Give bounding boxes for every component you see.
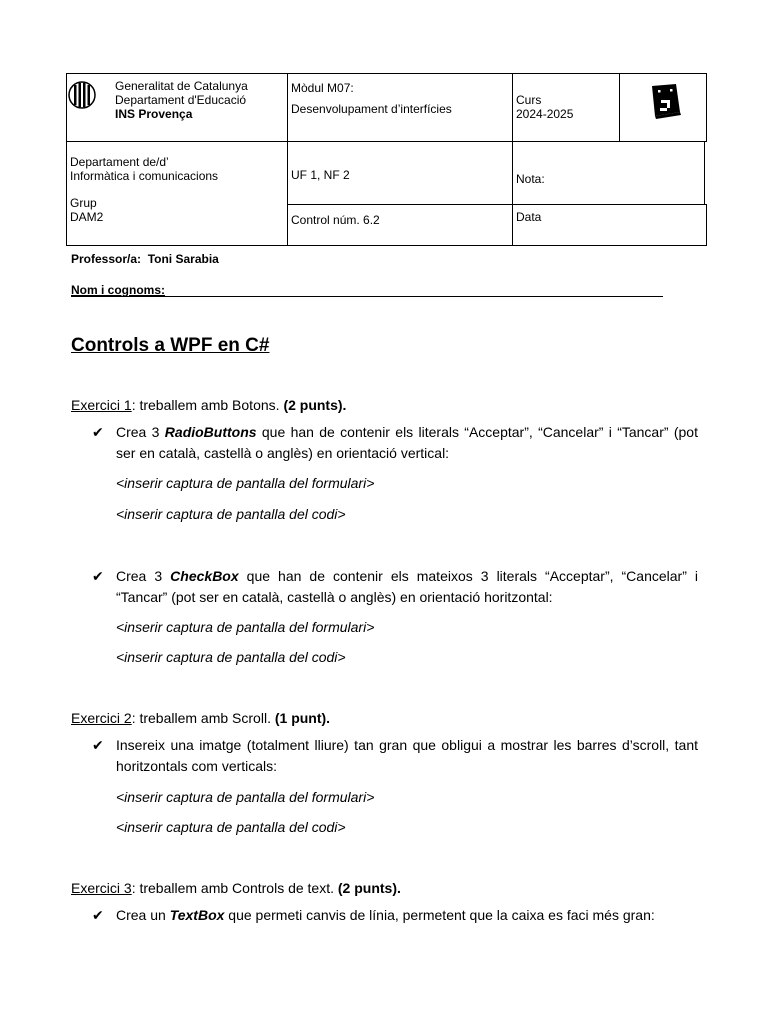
form-screenshot-placeholder: <inserir captura de pantalla del formulari>: [116, 789, 375, 805]
item-text: Insereix una imatge (totalment lliure) tan gran que obligui a mostrar les barres d’scroll, tant horitzontals com verticals:: [116, 737, 698, 774]
item-text: Crea un: [116, 907, 170, 923]
control-cell: [287, 204, 513, 246]
school-logo-icon: [646, 82, 686, 122]
school-logo-cell: [619, 73, 707, 142]
course-value: 2024-2025: [516, 107, 574, 121]
code-screenshot-placeholder: <inserir captura de pantalla del codi>: [116, 649, 346, 665]
professor-line: [71, 252, 219, 266]
checkmark-icon: ✔: [92, 907, 104, 923]
exercise-3-label: Exercici 3: [71, 880, 132, 896]
module-code: Mòdul M07:: [291, 81, 354, 95]
exercise-2-label: Exercici 2: [71, 710, 132, 726]
group-value: DAM2: [70, 210, 104, 224]
group-label: Grup: [70, 196, 97, 210]
checkmark-icon: ✔: [92, 568, 104, 584]
form-screenshot-placeholder: <inserir captura de pantalla del formulari>: [116, 619, 375, 635]
code-screenshot-placeholder: <inserir captura de pantalla del codi>: [116, 819, 346, 835]
form-screenshot-placeholder: <inserir captura de pantalla del formulari>: [116, 475, 375, 491]
school-name: INS Provença: [115, 107, 193, 121]
exercise-2-heading: [71, 710, 330, 726]
course-label: Curs: [516, 93, 542, 107]
department-label: Departament de/d’: [70, 155, 169, 169]
unit-cell: [287, 141, 513, 205]
grade-label: Nota:: [516, 172, 545, 186]
item-emphasis: CheckBox: [170, 568, 239, 584]
module-name: Desenvolupament d’interfícies: [291, 102, 452, 116]
student-name-line: [71, 296, 663, 297]
exercise-3-item-1: [92, 905, 698, 926]
code-screenshot-placeholder: <inserir captura de pantalla del codi>: [116, 506, 346, 522]
generalitat-logo-icon: [67, 80, 97, 110]
item-text: Crea 3: [116, 568, 171, 584]
item-text: que han de contenir els mateixos 3 literals “Acceptar”, “Cancelar” i “Tancar” (pot ser en català, castellà o anglès) en orientació horitzontal:: [116, 568, 698, 605]
exercise-1-points: (2 punts).: [283, 397, 347, 413]
professor-label: Professor/a:: [71, 252, 142, 266]
course-cell: [512, 73, 620, 142]
exercise-3-points: (2 punts).: [337, 880, 401, 896]
header-table: [66, 73, 707, 246]
control-number: Control núm. 6.2: [291, 213, 380, 227]
item-text: que han de contenir els literals “Acceptar”, “Cancelar” i “Tancar” (pot ser en català, castellà o anglès) en orientació vertical:: [116, 424, 698, 461]
exercise-1-heading: [71, 397, 346, 413]
item-emphasis: TextBox: [169, 907, 225, 923]
exercise-1-item-2: [92, 566, 698, 608]
institution-cell: [66, 73, 288, 142]
department-cell: [66, 141, 288, 246]
grade-cell: [512, 141, 705, 205]
exercise-2-points: (1 punt).: [274, 710, 331, 726]
item-text: Crea 3: [116, 424, 165, 440]
exercise-2-text: : treballem amb Scroll.: [131, 710, 275, 726]
date-label: Data: [516, 210, 542, 224]
module-cell: [287, 73, 513, 142]
exercise-2-item-1: [92, 735, 698, 777]
exercise-1-label: Exercici 1: [71, 397, 132, 413]
date-cell: [512, 204, 707, 246]
institution-line2: Departament d'Educació: [115, 93, 247, 107]
page-title: Controls a WPF en C#: [71, 335, 270, 356]
unit-value: UF 1, NF 2: [291, 168, 350, 182]
checkmark-icon: ✔: [92, 424, 104, 440]
exercise-1-item-1: [92, 422, 698, 464]
item-text: que permeti canvis de línia, permetent que la caixa es faci més gran:: [224, 907, 655, 923]
institution-line1: Generalitat de Catalunya: [115, 79, 248, 93]
exercise-3-heading: [71, 880, 401, 896]
exercise-3-text: : treballem amb Controls de text.: [131, 880, 338, 896]
item-emphasis: RadioButtons: [164, 424, 257, 440]
exercise-1-text: : treballem amb Botons.: [131, 397, 284, 413]
checkmark-icon: ✔: [92, 737, 104, 753]
professor-name: Toni Sarabia: [147, 252, 219, 266]
department-name: Informàtica i comunicacions: [70, 169, 219, 183]
student-name-label: Nom i cognoms:: [71, 283, 166, 297]
